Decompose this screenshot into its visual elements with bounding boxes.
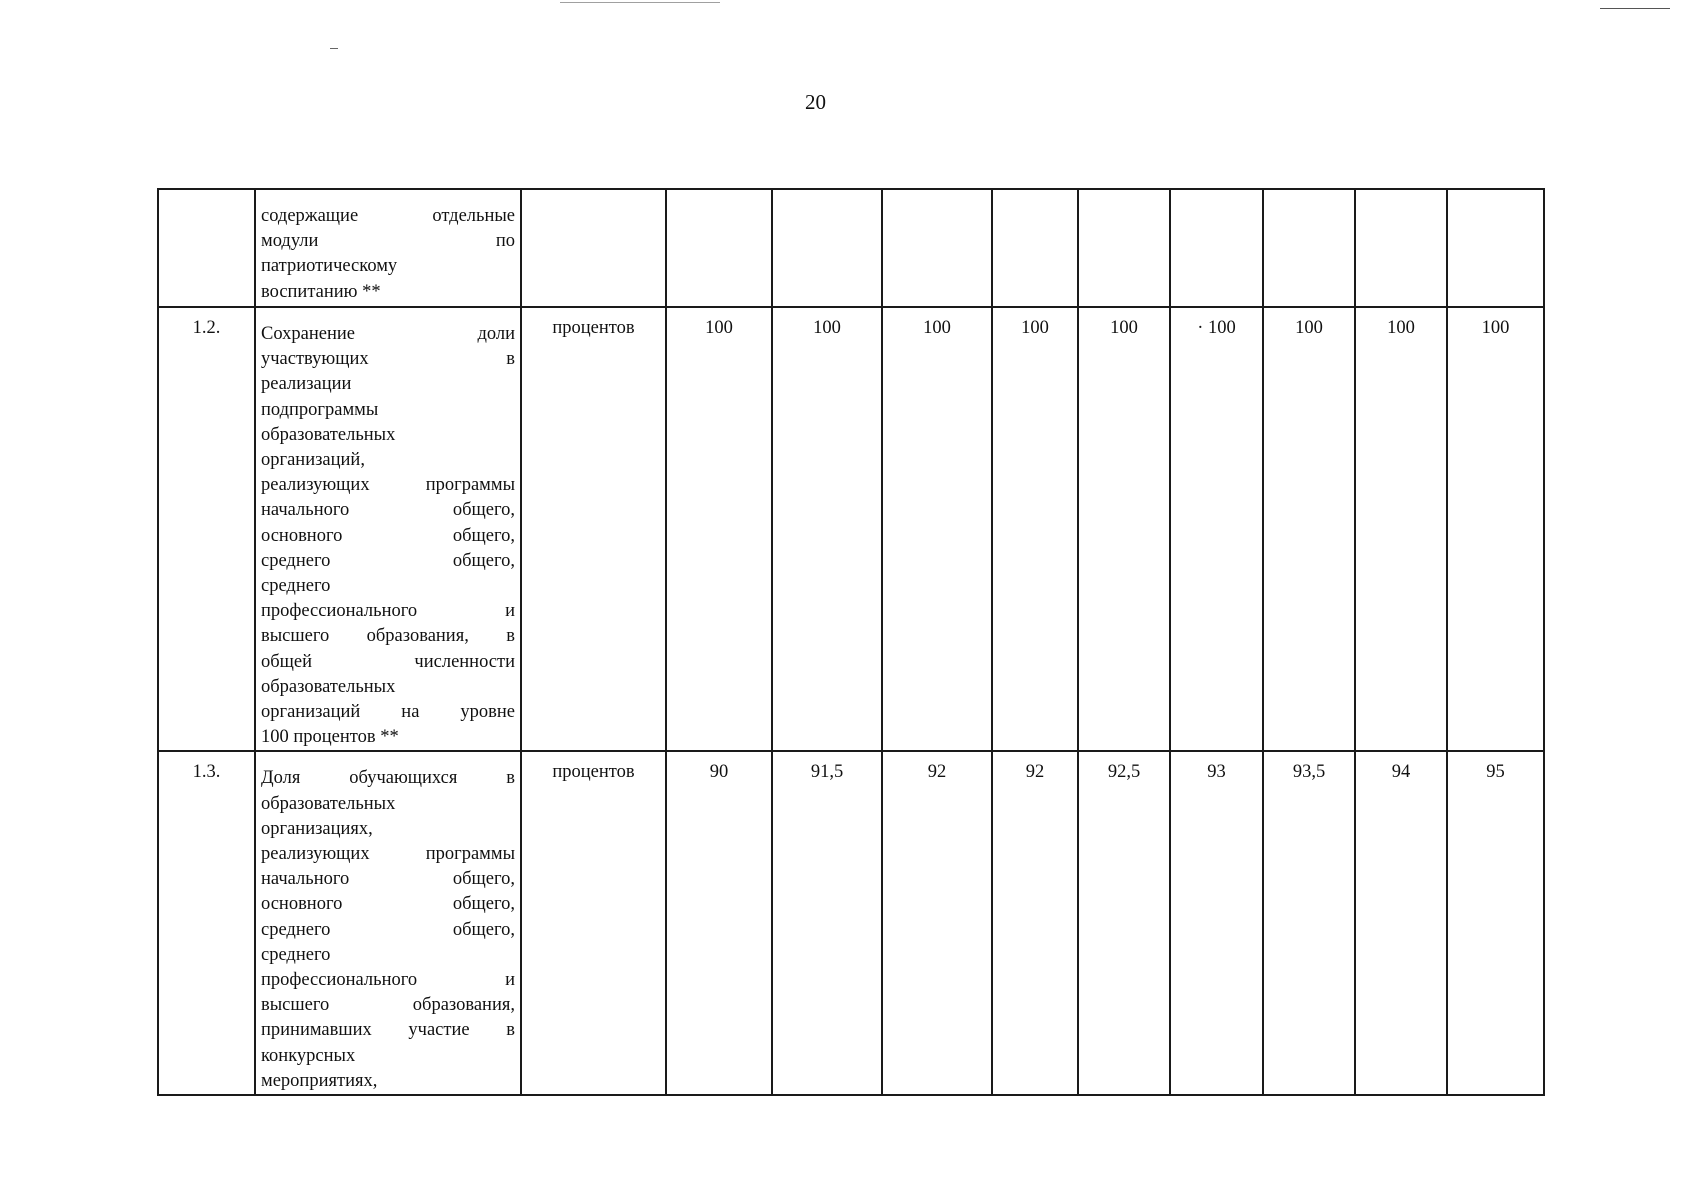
indicator-name-word: патриотическому	[261, 256, 398, 277]
value-cell: 100	[1355, 307, 1447, 751]
value-cell: 93,5	[1263, 751, 1355, 1095]
indicator-name-word: реализующих	[261, 475, 370, 496]
indicator-name-word: среднего	[261, 919, 331, 940]
indicator-name-line	[261, 574, 515, 599]
indicator-name-word: организаций	[261, 702, 361, 723]
unit-cell: процентов	[521, 307, 666, 751]
indicator-name-word: общего,	[452, 869, 515, 890]
indicator-name-word: высшего	[261, 626, 330, 647]
indicator-name-line	[261, 1069, 515, 1094]
indicator-name-line	[261, 473, 515, 498]
indicator-name-word: начального	[261, 500, 350, 521]
value-cell: 92	[992, 751, 1078, 1095]
indicator-name-line	[261, 650, 515, 675]
indicator-name-line	[261, 498, 515, 523]
indicator-name-word: и	[505, 601, 515, 622]
indicator-name-line	[261, 675, 515, 700]
value-cell	[992, 189, 1078, 307]
indicator-name-word: среднего	[261, 944, 331, 965]
value-cell	[1447, 189, 1544, 307]
indicator-name-word: содержащие	[261, 206, 359, 226]
indicator-name-word: образовательных	[261, 793, 396, 814]
value-cell: 100	[882, 307, 992, 751]
indicator-name-word: в	[506, 626, 515, 647]
indicator-name-word: в	[506, 349, 515, 370]
indicator-name-line	[261, 347, 515, 372]
row-number-cell	[158, 189, 255, 307]
value-cell	[772, 189, 882, 307]
indicator-name-line	[261, 792, 515, 817]
indicator-name-word: модули	[261, 231, 319, 252]
indicator-name-word: 100 процентов **	[261, 727, 399, 748]
indicator-name-line	[261, 993, 515, 1018]
indicator-name-word: по	[495, 231, 515, 252]
scan-artifact	[330, 48, 338, 49]
value-cell: 94	[1355, 751, 1447, 1095]
indicator-name-line	[261, 725, 515, 750]
indicator-name-line	[261, 599, 515, 624]
indicator-name-line	[261, 448, 515, 473]
indicator-name-word: программы	[425, 475, 515, 496]
indicator-name-line	[261, 700, 515, 725]
indicator-name-line	[261, 1018, 515, 1043]
value-cell	[882, 189, 992, 307]
indicator-name-line	[261, 1044, 515, 1069]
indicator-name-word: участие	[408, 1020, 470, 1041]
unit-cell: процентов	[521, 751, 666, 1095]
indicator-name-line	[261, 398, 515, 423]
indicator-name-word: среднего	[261, 576, 331, 597]
indicator-name-word: начального	[261, 869, 350, 890]
value-cell: 100	[1447, 307, 1544, 751]
indicator-name-word: конкурсных	[261, 1045, 356, 1066]
unit-cell	[521, 189, 666, 307]
value-cell: 91,5	[772, 751, 882, 1095]
indicator-name-word: основного	[261, 525, 343, 546]
indicator-name-line	[261, 842, 515, 867]
indicator-name-line	[261, 766, 515, 791]
indicator-name-word: организациях,	[261, 818, 373, 839]
indicator-name-line	[261, 624, 515, 649]
page-number: 20	[805, 90, 826, 114]
indicator-name-line	[261, 943, 515, 968]
indicator-name-word: основного	[261, 894, 343, 915]
value-cell: 100	[1078, 307, 1170, 751]
indicator-name-word: доли	[477, 324, 515, 344]
indicator-name-word: профессионального	[261, 970, 418, 991]
indicator-name-word: организаций,	[261, 450, 365, 471]
indicator-name-word: общего,	[452, 550, 515, 571]
value-cell: 95	[1447, 751, 1544, 1095]
indicator-name-line	[261, 322, 515, 347]
indicator-name-cell	[255, 307, 521, 751]
value-cell	[1170, 189, 1263, 307]
indicator-name-line	[261, 892, 515, 917]
indicator-name-line	[261, 918, 515, 943]
indicator-name-word: мероприятиях,	[261, 1070, 378, 1091]
value-cell: 90	[666, 751, 772, 1095]
indicator-name-word: Сохранение	[261, 324, 355, 344]
value-cell	[666, 189, 772, 307]
table-row	[158, 189, 1544, 307]
indicator-name-word: образования,	[366, 626, 469, 647]
table-row	[158, 751, 1544, 1095]
indicator-name-word: образования,	[412, 995, 515, 1016]
indicator-name-word: образовательных	[261, 676, 396, 697]
indicator-name-line	[261, 204, 515, 229]
indicator-name-line	[261, 229, 515, 254]
indicator-name-word: на	[401, 702, 420, 723]
indicator-name-word: высшего	[261, 995, 330, 1016]
table-body	[158, 189, 1544, 1095]
indicator-name-line	[261, 524, 515, 549]
indicator-name-line	[261, 549, 515, 574]
indicator-name-line	[261, 423, 515, 448]
indicator-name-cell	[255, 189, 521, 307]
value-cell	[1078, 189, 1170, 307]
value-cell	[1355, 189, 1447, 307]
indicator-name-word: участвующих	[261, 349, 369, 370]
indicator-name-word: в	[506, 1020, 515, 1041]
indicator-name-word: подпрограммы	[261, 399, 379, 420]
value-cell: 92,5	[1078, 751, 1170, 1095]
value-cell: 100	[1263, 307, 1355, 751]
row-number-cell: 1.3.	[158, 751, 255, 1095]
indicator-name-line	[261, 372, 515, 397]
table-row	[158, 307, 1544, 751]
indicator-name-line	[261, 280, 515, 305]
value-cell: 93	[1170, 751, 1263, 1095]
indicator-name-word: отдельные	[432, 206, 515, 226]
indicator-name-word: реализации	[261, 374, 352, 395]
indicator-name-word: общего,	[452, 500, 515, 521]
indicator-name-cell	[255, 751, 521, 1095]
indicator-name-line	[261, 867, 515, 892]
indicator-name-word: общего,	[452, 919, 515, 940]
scan-artifact	[560, 2, 720, 3]
indicator-name-word: общей	[261, 651, 313, 672]
indicator-name-word: общего,	[452, 525, 515, 546]
value-cell: · 100	[1170, 307, 1263, 751]
indicator-name-word: Доля	[261, 768, 301, 789]
value-cell: 100	[992, 307, 1078, 751]
indicator-name-word: общего,	[452, 894, 515, 915]
indicator-name-word: воспитанию **	[261, 281, 381, 302]
value-cell: 100	[772, 307, 882, 751]
indicator-name-line	[261, 968, 515, 993]
indicator-name-word: и	[505, 970, 515, 991]
indicator-name-word: среднего	[261, 550, 331, 571]
indicators-table	[157, 188, 1545, 1096]
scan-artifact	[1600, 8, 1670, 9]
indicator-name-line	[261, 254, 515, 279]
indicator-name-word: в	[506, 768, 515, 789]
indicator-name-word: программы	[425, 844, 515, 865]
indicator-name-word: уровне	[460, 702, 515, 723]
indicator-name-word: профессионального	[261, 601, 418, 622]
indicator-name-word: образовательных	[261, 424, 396, 445]
indicator-name-word: принимавших	[261, 1020, 372, 1041]
value-cell	[1263, 189, 1355, 307]
indicator-name-word: численности	[414, 651, 515, 672]
value-cell: 92	[882, 751, 992, 1095]
indicator-name-word: реализующих	[261, 844, 370, 865]
indicator-name-line	[261, 817, 515, 842]
row-number-cell: 1.2.	[158, 307, 255, 751]
value-cell: 100	[666, 307, 772, 751]
indicator-name-word: обучающихся	[349, 768, 458, 789]
